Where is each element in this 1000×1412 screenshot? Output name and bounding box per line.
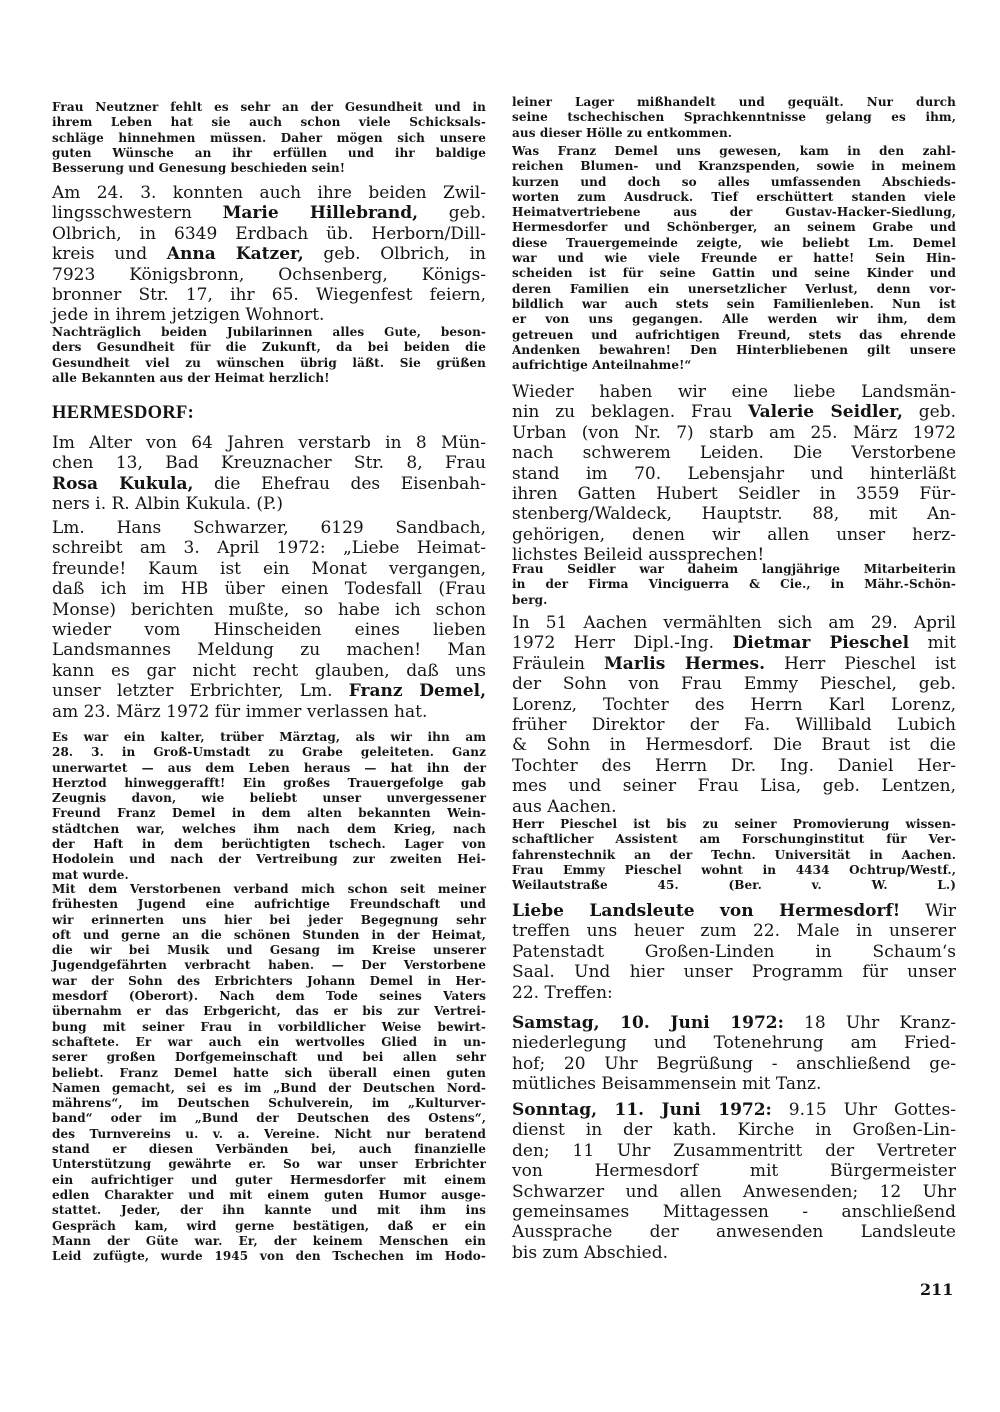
text-line: unser letzter Erbrichter, Lm. Franz Demel,	[52, 681, 486, 702]
text-line: früher Direktor der Fa. Willibald Lubich	[512, 715, 956, 736]
text-line: mesdorf (Oberort). Nach dem Tode seines Vaters	[52, 989, 486, 1004]
text-line: Es war ein kalter, trüber Märztag, als wir ihn am	[52, 730, 486, 744]
text-line: & Sohn in Hermesdorf. Die Braut ist die	[512, 735, 956, 756]
text-line: Sonntag, 11. Juni 1972: 9.15 Uhr Gottes-	[512, 1100, 956, 1120]
text-line: diese Trauergemeinde zeigte, wie beliebt Lm. Demel	[512, 235, 956, 250]
bold-name: Rosa Kukula,	[52, 473, 194, 494]
text-line: Fräulein Marlis Hermes. Herr Pieschel ist	[512, 653, 957, 674]
text-line: Tochter des Herrn Dr. Ing. Daniel Her-	[512, 755, 956, 776]
text-line: Frau Seidler war daheim langjährige Mitarbeiterin	[512, 562, 956, 576]
text-line: reichen Blumen- und Kranzspenden, sowie in meinem	[512, 159, 956, 174]
text-line: Zeugnis davon, wie beliebt unser unvergessener	[52, 791, 486, 806]
paragraph-neutzner-wishes	[52, 100, 486, 176]
text-line: städtchen war, welches ihm nach dem Krieg, nach	[52, 821, 486, 836]
text-line: In 51 Aachen vermählten sich am 29. April	[512, 613, 956, 633]
text-line: band“ oder im „Bund der Deutschen des Ostens“,	[52, 1111, 486, 1126]
text-line: war und wie viele Freunde er hatte! Sein Hin-	[512, 251, 956, 266]
paragraph-demel-farewell	[512, 144, 956, 373]
text-line: Mann der Güte war. Er, der keinem Menschen ein	[52, 1233, 486, 1248]
text-line: beliebt. Franz Demel hatte sich überall einen guten	[52, 1065, 486, 1080]
text-line: Frau Emmy Pieschel wohnt in 4434 Ochtrup/Westf.,	[512, 862, 956, 877]
text-line: deren Familien ein unersetzlicher Verlust, denn vor-	[512, 281, 956, 296]
text-line: Samstag, 10. Juni 1972: 18 Uhr Kranz-	[512, 1013, 956, 1033]
text-line: Liebe Landsleute von Hermesdorf! Wir	[512, 901, 956, 921]
text-line: nach schwerem Leiden. Die Verstorbene	[512, 443, 956, 464]
text-line: Herztod hinweggerafft! Ein großes Trauergefolge gab	[52, 775, 486, 790]
text-line: kurzen und doch so alles umfassenden Abschieds-	[512, 174, 956, 189]
text-line: hof; 20 Uhr Begrüßung - anschließend ge-	[512, 1053, 956, 1074]
text-line: Patenstadt Großen-Linden in Schaum‘s	[512, 941, 956, 962]
text-line: Besserung und Genesung beschieden sein!	[52, 161, 346, 176]
text-line: Weilautstraße 45. (Ber. v. W. L.)	[512, 878, 956, 893]
text-line: fahrenstechnik an der Techn. Universität in Aachen.	[512, 847, 956, 862]
text-line: gehörigen, denen wir allen unser herz-	[512, 524, 956, 545]
text-line: scheiden ist für seine Gattin und seine Kinder und	[512, 266, 956, 281]
text-line: lingsschwestern Marie Hillebrand, geb.	[52, 203, 486, 224]
text-line: Rosa Kukula, die Ehefrau des Eisenbah-	[52, 473, 486, 494]
text-line: Aussprache der anwesenden Landsleute	[512, 1222, 956, 1243]
text-line: Nachträglich beiden Jubilarinnen alles Gute, beson-	[52, 325, 486, 339]
text-line: Heimatvertriebene aus der Gustav-Hacker-Siedlung,	[512, 205, 956, 220]
text-line: Mit dem Verstorbenen verband mich schon seit meiner	[52, 882, 486, 896]
text-line: ners i. R. Albin Kukula. (P.)	[52, 494, 284, 515]
bold-name: Franz Demel,	[348, 681, 486, 702]
text-line: leiner Lager mißhandelt und gequält. Nur durch	[512, 95, 956, 109]
text-line: Saal. Und hier unser Programm für unser	[512, 962, 956, 983]
text-line: war der Sohn des Erbrichters Johann Demel in Her-	[52, 973, 486, 988]
text-line: übernahm er das Erbgericht, das er bis zur Vertrei-	[52, 1004, 486, 1019]
text-line: jede in ihrem jetzigen Wohnort.	[52, 305, 325, 326]
page-number: 211	[920, 1280, 954, 1299]
paragraph-jubilee-wishes	[52, 325, 486, 386]
paragraph-schwarzer-letter	[52, 518, 486, 722]
text-line: die wir bei Musik und Gesang im Kreise unserer	[52, 943, 486, 958]
text-line: dienst in der kath. Kirche in Großen-Lin-	[512, 1120, 956, 1141]
text-line: in der Firma Vinciguerra & Cie., in Mähr.-Schön-	[512, 577, 956, 592]
text-line: Landsmannes Meldung zu machen! Man	[52, 640, 486, 661]
text-line: 1972 Herr Dipl.-Ing. Dietmar Pieschel mit	[512, 633, 957, 654]
text-line: Gesundheit viel zu wünschen übrig läßt. Sie grüßen	[52, 355, 486, 370]
bold-name: Valerie Seidler,	[747, 402, 903, 423]
text-line: Lm. Hans Schwarzer, 6129 Sandbach,	[52, 518, 486, 538]
text-line: Olbrich, in 6349 Erdbach üb. Herborn/Dill-	[52, 223, 486, 244]
text-line: berg.	[512, 592, 548, 607]
text-line: kreis und Anna Katzer, geb. Olbrich, in	[52, 244, 486, 265]
bold-name: Marie Hillebrand,	[222, 203, 419, 224]
paragraph-pieschel-details	[512, 817, 956, 893]
text-line: bis zum Abschied.	[512, 1242, 669, 1263]
bold-name: Liebe Landsleute von Hermesdorf!	[512, 901, 901, 921]
text-line: ders Gesundheit für die Zukunft, da bei beiden die	[52, 340, 486, 355]
text-line: getreuen und aufrichtigen Freund, stets das ehrende	[512, 327, 956, 342]
text-line: 7923 Königsbronn, Ochsenberg, Königs-	[52, 264, 486, 285]
paragraph-seidler-work	[512, 562, 956, 608]
paragraph-saturday-program	[512, 1013, 956, 1095]
text-line: von Hermesdorf mit Bürgermeister	[512, 1161, 956, 1182]
text-line: Namen gemacht, sei es im „Bund der Deutschen Nord-	[52, 1080, 486, 1095]
text-line: Herr Pieschel ist bis zu seiner Promovierung wissen-	[512, 817, 956, 831]
text-line: er von uns gegangen. Alle werden wir ihm, dem	[512, 312, 956, 327]
paragraph-demel-life	[52, 882, 486, 1264]
text-line: alle Bekannten aus der Heimat herzlich!	[52, 370, 330, 385]
text-line: Leid zufügte, wurde 1945 von den Tschechen im Hodo-	[52, 1249, 486, 1264]
text-line: Unterstützung gewährte er. So war unser Erbrichter	[52, 1157, 486, 1172]
text-line: freunde! Kaum ist ein Monat vergangen,	[52, 558, 486, 579]
text-line: guten Wünsche an ihr erfüllen und ihr baldige	[52, 145, 486, 160]
paragraph-pieschel-wedding	[512, 613, 956, 817]
text-line: Gespräch kam, wird gerne bestätigen, daß er ein	[52, 1218, 486, 1233]
text-line: Frau Neutzner fehlt es sehr an der Gesundheit und in	[52, 100, 486, 114]
text-line: unerwartet — aus dem Leben heraus — hat ihn der	[52, 760, 486, 775]
text-line: Urban (von Nr. 7) starb am 25. März 1972	[512, 422, 956, 443]
text-line: stattet. Jeder, der ihn kannte und mit ihm ins	[52, 1203, 486, 1218]
paragraph-meeting-invitation	[512, 901, 956, 1003]
paragraph-camp-escape	[512, 95, 956, 141]
text-line: treffen uns heuer zum 22. Male in unserer	[512, 921, 956, 942]
text-line: Jugendgefährten verbracht haben. — Der Verstorbene	[52, 958, 486, 973]
text-line: bronner Str. 17, ihr 65. Wiegenfest feiern,	[52, 285, 486, 306]
text-line: stenberg/Waldeck, Hauptstr. 88, mit An-	[512, 504, 956, 525]
text-line: Wieder haben wir eine liebe Landsmän-	[512, 382, 956, 402]
text-line: schaftlicher Assistent am Forschunginstitut für Ver-	[512, 832, 956, 847]
text-line: aus Aachen.	[512, 796, 617, 817]
paragraph-seidler-obituary	[512, 382, 956, 566]
text-line: schläge hinnehmen müssen. Daher mögen sich unsere	[52, 130, 486, 145]
text-line: Freund Franz Demel in dem alten bekannten Wein-	[52, 806, 486, 821]
text-line: bildlich war auch stets sein Familienleben. Nun ist	[512, 296, 956, 311]
text-line: der Sohn von Frau Emmy Pieschel, geb.	[512, 674, 956, 695]
text-line: den; 11 Uhr Zusammentritt der Vertreter	[512, 1140, 956, 1161]
bold-name: Anna Katzer,	[166, 244, 304, 265]
text-line: mat wurde.	[52, 867, 129, 882]
text-line: des Turnvereins u. v. a. Vereine. Nicht nur beratend	[52, 1126, 486, 1141]
text-line: Am 24. 3. konnten auch ihre beiden Zwil-	[52, 183, 486, 203]
text-line: chen 13, Bad Kreuznacher Str. 8, Frau	[52, 453, 486, 474]
text-line: Hodolein und nach der Vertreibung zur zweiten Hei-	[52, 852, 486, 867]
text-line: ein aufrichtiger und guter Hermesdorfer mit einem	[52, 1172, 486, 1187]
paragraph-funeral	[52, 730, 486, 883]
text-line: kann es gar nicht recht glauben, daß uns	[52, 660, 486, 681]
text-line: wir erinnerten uns hier bei jeder Begegnung sehr	[52, 912, 486, 927]
text-line: Im Alter von 64 Jahren verstarb in 8 Mün-	[52, 433, 486, 453]
text-line: niederlegung und Totenehrung am Fried-	[512, 1033, 956, 1054]
section-heading-hermesdorf: HERMESDORF:	[52, 403, 195, 423]
text-line: Lorenz, Tochter des Herrn Karl Lorenz,	[512, 694, 956, 715]
text-line: stand im 70. Lebensjahr und hinterläßt	[512, 463, 956, 484]
text-line: stand er diesen Verbänden bei, auch finanzielle	[52, 1142, 486, 1157]
text-line: ihrem Leben hat sie auch schon viele Schicksals-	[52, 115, 486, 130]
text-line: am 23. März 1972 für immer verlassen hat.	[52, 701, 428, 722]
text-line: edlen Charakter und mit einem guten Humor ausge-	[52, 1187, 486, 1202]
text-line: bung mit seiner Frau in vorbildlicher Weise bewirt-	[52, 1019, 486, 1034]
paragraph-twin-birthday	[52, 183, 486, 326]
text-line: nin zu beklagen. Frau Valerie Seidler, geb.	[512, 402, 956, 423]
text-line: worten zum Ausdruck. Tief erschüttert standen viele	[512, 189, 956, 204]
paragraph-kukula-obituary	[52, 433, 486, 515]
bold-name: Sonntag, 11. Juni 1972:	[512, 1100, 772, 1120]
text-line: Schwarzer und allen Anwesenden; 12 Uhr	[512, 1181, 956, 1202]
text-line: serer großen Dorfgemeinschaft und bei allen sehr	[52, 1050, 486, 1065]
text-line: mütliches Beisammensein mit Tanz.	[512, 1074, 822, 1095]
text-line: aus dieser Hölle zu entkommen.	[512, 125, 733, 140]
text-line: Was Franz Demel uns gewesen, kam in den zahl-	[512, 144, 956, 158]
text-line: mes und seiner Frau Lisa, geb. Lentzen,	[512, 776, 956, 797]
bold-name: Samstag, 10. Juni 1972:	[512, 1013, 784, 1033]
text-line: aufrichtige Anteilnahme!“	[512, 358, 692, 373]
text-line: Andenken bewahren! Den Hinterbliebenen gilt unsere	[512, 342, 956, 357]
text-line: Hermesdorfer und Schönberger, an seinem Grabe und	[512, 220, 956, 235]
paragraph-sunday-program	[512, 1100, 956, 1263]
text-line: gemeinsames Mittagessen - anschließend	[512, 1202, 956, 1223]
text-line: oft und gerne an die schönen Stunden in der Heimat,	[52, 927, 486, 942]
text-line: 22. Treffen:	[512, 982, 613, 1003]
text-line: ihren Gatten Hubert Seidler in 3559 Für-	[512, 484, 956, 505]
text-line: schreibt am 3. April 1972: „Liebe Heimat-	[52, 538, 486, 559]
text-line: lichstes Beileid aussprechen!	[512, 545, 765, 566]
text-line: frühesten Jugend eine aufrichtige Freundschaft und	[52, 897, 486, 912]
bold-name: Dietmar Pieschel	[732, 633, 910, 654]
text-line: seine tschechischen Sprachkenntnisse gelang es ihm,	[512, 110, 956, 125]
text-line: daß ich im HB über einen Todesfall (Frau	[52, 579, 486, 600]
text-line: wieder vom Hinscheiden eines lieben	[52, 620, 486, 641]
text-line: mährens“, im Deutschen Schulverein, im „Kulturver-	[52, 1096, 486, 1111]
text-line: der Haft in dem berüchtigten tschech. Lager von	[52, 837, 486, 852]
text-line: 28. 3. in Groß-Umstadt zu Grabe geleiteten. Ganz	[52, 745, 486, 760]
bold-name: Marlis Hermes.	[603, 653, 765, 674]
text-line: Monse) berichten mußte, so habe ich schon	[52, 599, 486, 620]
text-line: schaftete. Er war auch ein wertvolles Glied in un-	[52, 1034, 486, 1049]
